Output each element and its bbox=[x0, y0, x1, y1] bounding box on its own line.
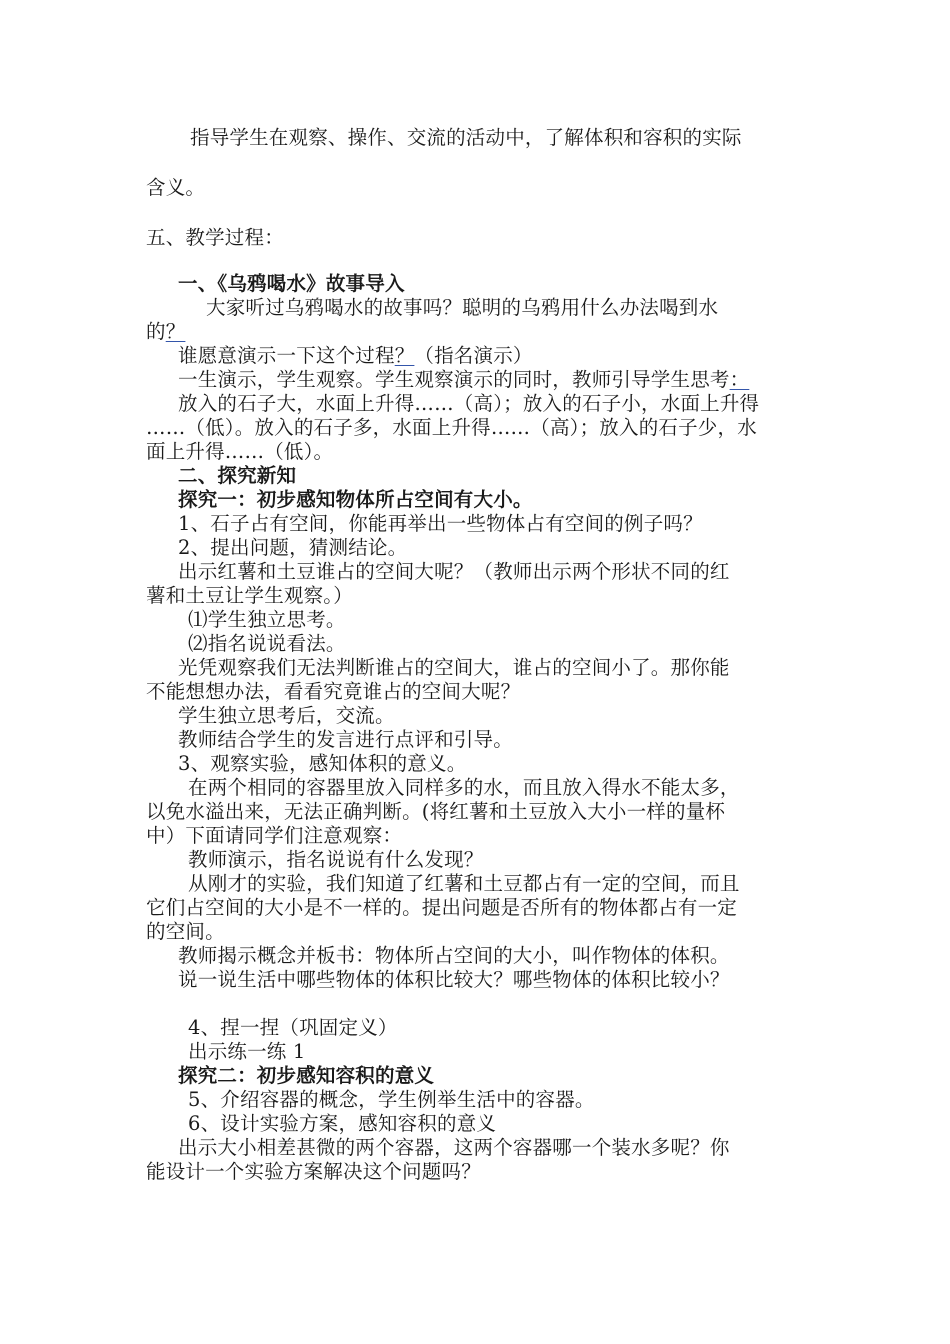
demo-invite-note: （指名演示） bbox=[414, 344, 533, 367]
story-question-text: 的 bbox=[146, 320, 166, 343]
demo-invite bbox=[178, 344, 533, 368]
experiment-line-2: 以免水溢出来，无法正确判断。(将红薯和土豆放入大小一样的量杯 bbox=[146, 800, 726, 823]
objective-line-2: 含义。 bbox=[146, 176, 206, 199]
container-line-1: 出示大小相差甚微的两个容器，这两个容器哪一个装水多呢？你 bbox=[178, 1136, 730, 1159]
discussion-prompt: 说一说生活中哪些物体的体积比较大？哪些物体的体积比较小？ bbox=[178, 968, 730, 991]
concept-definition: 教师揭示概念并板书：物体所占空间的大小，叫作物体的体积。 bbox=[178, 944, 730, 967]
story-question-line-2 bbox=[146, 320, 185, 344]
sub-step-one: ⑴学生独立思考。 bbox=[188, 608, 346, 631]
demo-invite-mark: ？ bbox=[394, 344, 415, 367]
item-four: 4、捏一捏（巩固定义） bbox=[188, 1016, 398, 1039]
part-one-heading: 一、《乌鸦喝水》故事导入 bbox=[178, 272, 405, 295]
observation-line-2: 不能想想办法，看看究竟谁占的空间大呢？ bbox=[146, 680, 521, 703]
finding-line-2: 它们占空间的大小是不一样的。提出问题是否所有的物体都占有一定 bbox=[146, 896, 738, 919]
objective-line-1: 指导学生在观察、操作、交流的活动中，了解体积和容积的实际 bbox=[190, 126, 742, 149]
item-two: 2、提出问题，猜测结论。 bbox=[178, 536, 408, 559]
student-demo-colon: ： bbox=[729, 368, 750, 391]
demo-invite-text: 谁愿意演示一下这个过程 bbox=[178, 344, 395, 367]
container-line-2: 能设计一个实验方案解决这个问题吗？ bbox=[146, 1160, 481, 1183]
question-line-1: 出示红薯和土豆谁占的空间大呢？（教师出示两个形状不同的红 bbox=[178, 560, 730, 583]
item-five: 5、介绍容器的概念，学生例举生活中的容器。 bbox=[188, 1088, 595, 1111]
story-question-line-1: 大家听过乌鸦喝水的故事吗？聪明的乌鸦用什么办法喝到水 bbox=[206, 296, 719, 319]
student-demo bbox=[178, 368, 749, 392]
question-mark-link: ？ bbox=[165, 320, 186, 343]
experiment-line-3: 中）下面请同学们注意观察： bbox=[146, 824, 403, 847]
experiment-line-1: 在两个相同的容器里放入同样多的水，而且放入得水不能太多， bbox=[188, 776, 740, 799]
item-three: 3、观察实验，感知体积的意义。 bbox=[178, 752, 467, 775]
finding-line-1: 从刚才的实验，我们知道了红薯和土豆都占有一定的空间，而且 bbox=[188, 872, 740, 895]
stones-line-3: 面上升得……（低）。 bbox=[146, 440, 334, 463]
student-demo-text: 一生演示，学生观察。学生观察演示的同时，教师引导学生思考 bbox=[178, 368, 730, 391]
teacher-comment: 教师结合学生的发言进行点评和引导。 bbox=[178, 728, 513, 751]
section-five-title: 五、教学过程： bbox=[146, 226, 284, 249]
item-six: 6、设计实验方案，感知容积的意义 bbox=[188, 1112, 497, 1135]
observation-line-1: 光凭观察我们无法判断谁占的空间大，谁占的空间小了。那你能 bbox=[178, 656, 730, 679]
teacher-demo: 教师演示，指名说说有什么发现？ bbox=[188, 848, 484, 871]
stones-line-1: 放入的石子大，水面上升得……（高）；放入的石子小，水面上升得 bbox=[178, 392, 760, 415]
explore-one-heading: 探究一：初步感知物体所占空间有大小。 bbox=[178, 488, 533, 511]
sub-step-two: ⑵指名说说看法。 bbox=[188, 632, 346, 655]
part-two-heading: 二、探究新知 bbox=[178, 464, 297, 487]
stones-line-2: ……（低）。放入的石子多，水面上升得……（高）；放入的石子少，水 bbox=[146, 416, 757, 439]
finding-line-3: 的空间。 bbox=[146, 920, 225, 943]
item-one: 1、石子占有空间，你能再举出一些物体占有空间的例子吗？ bbox=[178, 512, 703, 535]
explore-two-heading: 探究二：初步感知容积的意义 bbox=[178, 1064, 435, 1087]
question-line-2: 薯和土豆让学生观察。） bbox=[146, 584, 353, 607]
think-exchange: 学生独立思考后，交流。 bbox=[178, 704, 395, 727]
practice-exercise: 出示练一练 1 bbox=[188, 1040, 306, 1063]
